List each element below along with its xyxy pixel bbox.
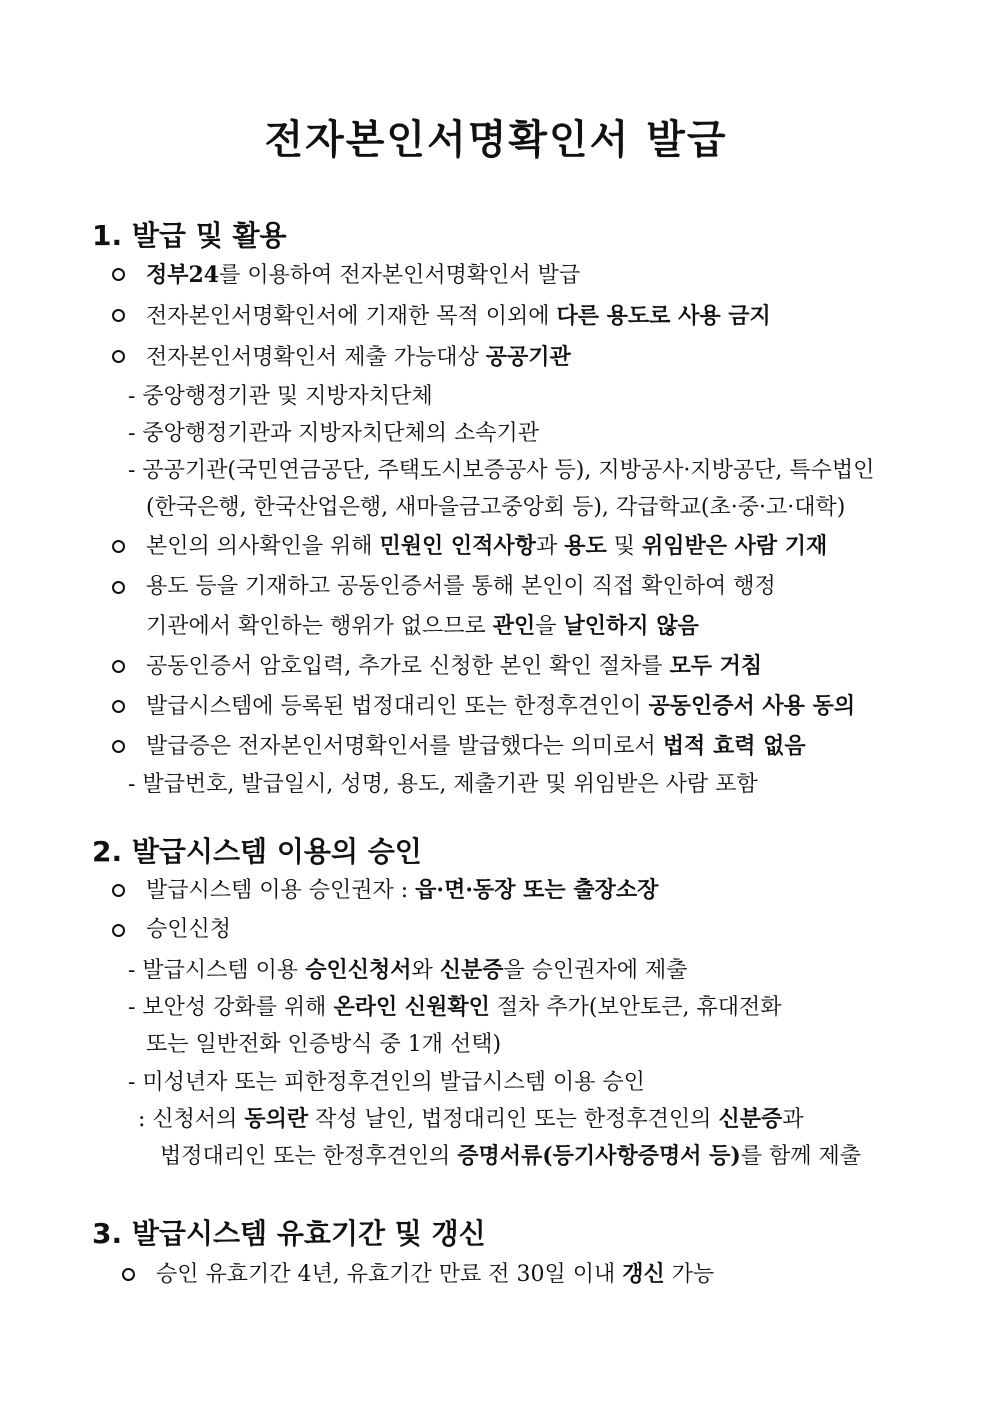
text-line bbox=[146, 572, 776, 602]
text-line bbox=[146, 611, 699, 642]
text-line bbox=[146, 260, 580, 291]
text-line bbox=[128, 419, 539, 449]
bold-text-run: 읍·면·동장 또는 출장소장 bbox=[415, 877, 659, 903]
text-line bbox=[146, 301, 771, 332]
text-line bbox=[146, 493, 845, 523]
text-line bbox=[146, 875, 658, 906]
text-line bbox=[146, 651, 762, 682]
text-run: 승인 유효기간 4년, 유효기간 만료 전 30일 이내 bbox=[156, 1262, 623, 1287]
text-line bbox=[128, 770, 758, 800]
text-run: 공동인증서 암호입력, 추가로 신청한 본인 확인 절차를 bbox=[146, 654, 670, 679]
text-run: 본인의 의사확인을 위해 bbox=[146, 534, 380, 559]
bold-text-run: 날인하지 않음 bbox=[563, 613, 699, 639]
text-line bbox=[156, 1259, 714, 1290]
text-run: - 중앙행정기관과 지방자치단체의 소속기관 bbox=[128, 421, 539, 446]
bullet-circle-icon bbox=[112, 350, 125, 363]
document-title: 전자본인서명확인서 발급 bbox=[264, 117, 728, 163]
text-line bbox=[146, 1030, 501, 1060]
text-run: 기관에서 확인하는 행위가 없으므로 bbox=[146, 614, 493, 639]
text-line bbox=[146, 915, 231, 945]
bold-text-run: 갱신 bbox=[622, 1261, 665, 1287]
text-run: 를 함께 제출 bbox=[740, 1144, 862, 1169]
bold-text-run: 온라인 신원확인 bbox=[333, 994, 490, 1020]
text-run: 와 bbox=[411, 958, 440, 983]
text-run: (한국은행, 한국산업은행, 새마을금고중앙회 등), 각급학교(초·중·고·대학) bbox=[146, 495, 846, 520]
text-run: 전자본인서명확인서에 기재한 목적 이외에 bbox=[146, 304, 557, 329]
section-1-heading: 1. 발급 및 활용 bbox=[92, 219, 287, 252]
section-3-heading: 3. 발급시스템 유효기간 및 갱신 bbox=[92, 1217, 486, 1250]
bold-text-run: 승인신청서 bbox=[305, 957, 412, 983]
text-line bbox=[128, 992, 781, 1023]
bold-text-run: 동의란 bbox=[244, 1106, 309, 1132]
text-run: 과 bbox=[782, 1107, 804, 1132]
text-run: 발급시스템에 등록된 법정대리인 또는 한정후견인이 bbox=[146, 694, 649, 719]
text-run: - 발급시스템 이용 bbox=[128, 958, 306, 983]
bold-text-run: 위임받은 사람 기재 bbox=[641, 533, 828, 559]
text-run: 및 bbox=[606, 534, 642, 559]
text-run: 작성 날인, 법정대리인 또는 한정후견인의 bbox=[308, 1107, 719, 1132]
text-line bbox=[128, 955, 687, 986]
text-run: - 발급번호, 발급일시, 성명, 용도, 제출기관 및 위임받은 사람 포함 bbox=[128, 772, 758, 797]
bullet-circle-icon bbox=[112, 700, 125, 713]
text-run: 또는 일반전화 인증방식 중 1개 선택) bbox=[146, 1032, 502, 1057]
bold-text-run: 정부24 bbox=[146, 262, 220, 288]
text-run: - 중앙행정기관 및 지방자치단체 bbox=[128, 384, 433, 409]
text-line bbox=[146, 342, 571, 373]
bullet-circle-icon bbox=[112, 740, 125, 753]
text-line bbox=[138, 1104, 803, 1135]
bold-text-run: 다른 용도로 사용 금지 bbox=[556, 303, 771, 329]
text-line bbox=[128, 1068, 645, 1098]
bold-text-run: 민원인 인적사항 bbox=[379, 533, 536, 559]
text-run: - 보안성 강화를 위해 bbox=[128, 995, 334, 1020]
bullet-circle-icon bbox=[112, 309, 125, 322]
text-run: - 공공기관(국민연금공단, 주택도시보증공사 등), 지방공사·지방공단, 특수법인 bbox=[128, 458, 875, 483]
bold-text-run: 공공기관 bbox=[485, 344, 571, 370]
text-line bbox=[146, 731, 806, 762]
bold-text-run: 공동인증서 사용 동의 bbox=[648, 693, 856, 719]
text-run: : 신청서의 bbox=[138, 1107, 245, 1132]
text-line bbox=[128, 382, 433, 412]
bullet-circle-icon bbox=[112, 581, 125, 594]
bold-text-run: 증명서류(등기사항증명서 등) bbox=[457, 1143, 741, 1169]
text-line bbox=[128, 456, 874, 486]
bold-text-run: 신분증 bbox=[439, 957, 504, 983]
section-2-heading: 2. 발급시스템 이용의 승인 bbox=[92, 835, 422, 868]
text-line bbox=[160, 1141, 861, 1172]
bold-text-run: 신분증 bbox=[718, 1106, 783, 1132]
bold-text-run: 법적 효력 없음 bbox=[662, 733, 806, 759]
text-run: 전자본인서명확인서 제출 가능대상 bbox=[146, 345, 486, 370]
text-run: 을 승인권자에 제출 bbox=[503, 958, 688, 983]
text-line bbox=[146, 531, 827, 562]
text-run: 가능 bbox=[664, 1262, 715, 1287]
text-run: 승인신청 bbox=[146, 917, 232, 942]
bullet-circle-icon bbox=[112, 540, 125, 553]
text-run: - 미성년자 또는 피한정후견인의 발급시스템 이용 승인 bbox=[128, 1070, 645, 1095]
bold-text-run: 모두 거침 bbox=[669, 653, 763, 679]
text-run: 발급증은 전자본인서명확인서를 발급했다는 의미로서 bbox=[146, 734, 663, 759]
bold-text-run: 용도 bbox=[564, 533, 607, 559]
bold-text-run: 관인 bbox=[492, 613, 536, 639]
text-run: 발급시스템 이용 승인권자 : bbox=[146, 878, 416, 903]
bullet-circle-icon bbox=[112, 924, 125, 937]
bullet-circle-icon bbox=[112, 884, 125, 897]
bullet-circle-icon bbox=[112, 268, 125, 281]
text-run: 용도 등을 기재하고 공동인증서를 통해 본인이 직접 확인하여 행정 bbox=[146, 574, 776, 599]
text-run: 을 bbox=[535, 614, 564, 639]
text-line bbox=[146, 691, 855, 722]
text-run: 절차 추가(보안토큰, 휴대전화 bbox=[489, 995, 782, 1020]
text-run: 법정대리인 또는 한정후견인의 bbox=[160, 1144, 458, 1169]
text-run: 를 이용하여 전자본인서명확인서 발급 bbox=[219, 263, 581, 288]
bullet-circle-icon bbox=[122, 1268, 135, 1281]
bullet-circle-icon bbox=[112, 660, 125, 673]
text-run: 과 bbox=[535, 534, 565, 559]
